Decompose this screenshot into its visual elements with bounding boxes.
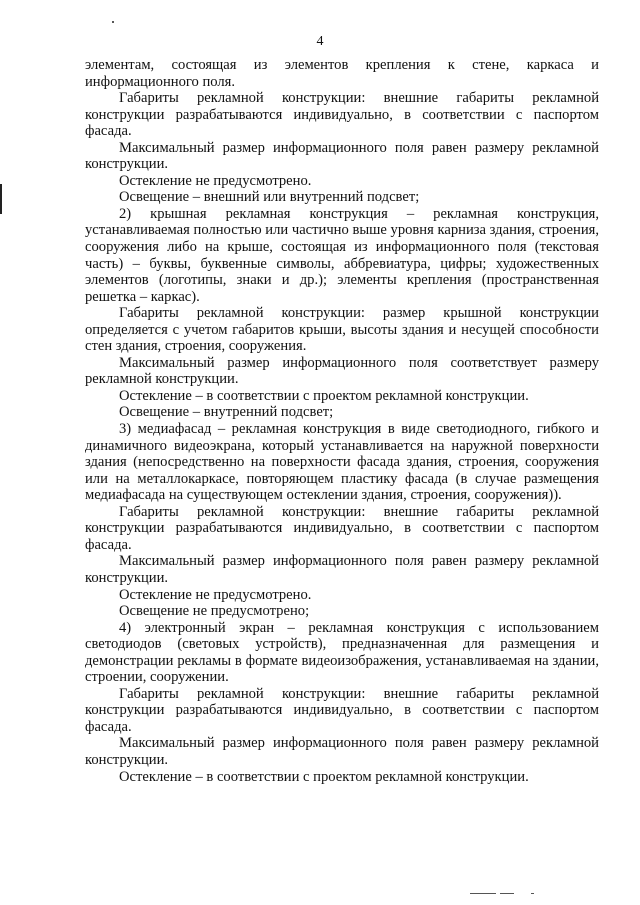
scan-bottom-mark: [500, 893, 514, 894]
scan-bottom-mark: [470, 893, 496, 894]
paragraph-10: Освещение – внутренний подсвет;: [119, 404, 334, 421]
paragraph-2: Габариты рекламной конструкции: внешние габариты рекламной конструкции разрабатываются индивидуально, в соответствии с паспортом фасада.: [85, 90, 599, 140]
paragraph-12: Габариты рекламной конструкции: внешние габариты рекламной конструкции разрабатываются индивидуально, в соответствии с паспортом фасада.: [85, 503, 599, 553]
scan-bottom-mark: [531, 893, 534, 894]
paragraph-13: Максимальный размер информационного поля равен размеру рекламной конструкции.: [85, 553, 599, 586]
paragraph-5: Освещение – внешний или внутренний подсвет;: [119, 189, 420, 206]
paragraph-9: Остекление – в соответствии с проектом рекламной конструкции.: [119, 387, 529, 404]
paragraph-18: Максимальный размер информационного поля равен размеру рекламной конструкции.: [85, 735, 599, 768]
paragraph-15: Освещение не предусмотрено;: [119, 603, 310, 620]
scan-dot-mark: [112, 21, 114, 23]
paragraph-16: 4) электронный экран – рекламная конструкция с использованием светодиодов (световых устройств), предназначенная для размещения и демонстрации рекламы в формате видеоизображения, устанавливаемая на здании, строении, сооружении.: [85, 619, 599, 686]
paragraph-4: Остекление не предусмотрено.: [119, 172, 312, 189]
paragraph-7: Габариты рекламной конструкции: размер крышной конструкции определяется с учетом габаритов крыши, высоты здания и несущей способности стен здания, строения, сооружения.: [85, 305, 599, 355]
paragraph-14: Остекление не предусмотрено.: [119, 586, 312, 603]
paragraph-6: 2) крышная рекламная конструкция – рекламная конструкция, устанавливаемая полностью или частично выше уровня карниза здания, строения, сооружения либо на крыше, состоящая из информационного поля (текстовая часть) – буквы, буквенные символы, аббревиатура, цифры; художественных элементов (логотипы, знаки и др.); элементы крепления (пространственная решетка – каркас).: [85, 205, 599, 305]
scan-edge-mark: [0, 184, 2, 214]
paragraph-3: Максимальный размер информационного поля равен размеру рекламной конструкции.: [85, 139, 599, 173]
paragraph-17: Габариты рекламной конструкции: внешние габариты рекламной конструкции разрабатываются индивидуально, в соответствии с паспортом фасада.: [85, 685, 599, 735]
body-text: [85, 57, 599, 785]
paragraph-19: Остекление – в соответствии с проектом рекламной конструкции.: [119, 768, 529, 785]
paragraph-8: Максимальный размер информационного поля соответствует размеру рекламной конструкции.: [85, 354, 599, 388]
paragraph-1: элементам, состоящая из элементов крепления к стене, каркаса и информационного поля.: [85, 57, 599, 90]
page-number: 4: [316, 34, 324, 49]
paragraph-11: 3) медиафасад – рекламная конструкция в виде светодиодного, гибкого и динамичного видеоэкрана, который устанавливается на наружной поверхности здания (непосредственно на поверхности фасада здания, строения, сооружения или на металлокаркасе, повторяющем пластику фасада (в случае размещения медиафасада на существующем остеклении здания, строения, сооружения)).: [85, 421, 599, 504]
